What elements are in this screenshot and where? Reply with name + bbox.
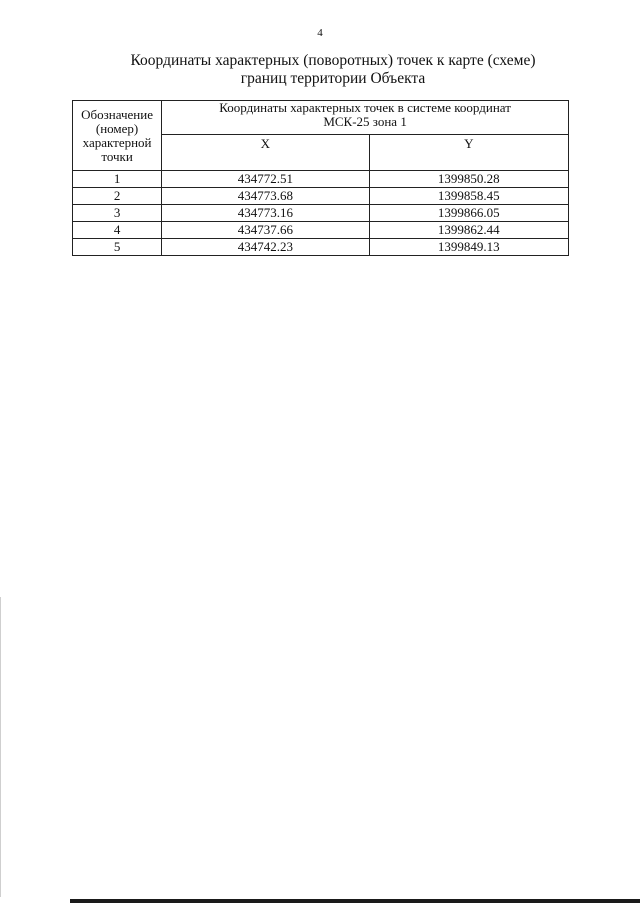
table-row <box>73 222 569 239</box>
table-row <box>73 171 569 188</box>
point-number: 1 <box>73 171 162 188</box>
header-designation <box>73 101 162 171</box>
header-y: Y <box>369 135 568 171</box>
header-designation-line: (номер) <box>95 120 139 136</box>
point-x: 434742.23 <box>162 239 369 256</box>
point-number: 2 <box>73 188 162 205</box>
table-row <box>73 205 569 222</box>
header-coordinate-system <box>162 101 569 135</box>
point-number: 3 <box>73 205 162 222</box>
document-title <box>90 52 576 88</box>
point-x: 434773.16 <box>162 205 369 222</box>
point-y: 1399849.13 <box>369 239 568 256</box>
point-x: 434773.68 <box>162 188 369 205</box>
scan-bottom-edge <box>70 899 640 903</box>
title-line-2: границ территории Объекта <box>240 70 426 87</box>
point-number: 5 <box>73 239 162 256</box>
point-x: 434772.51 <box>162 171 369 188</box>
point-y: 1399850.28 <box>369 171 568 188</box>
scan-margin-line <box>0 597 1 897</box>
point-number: 4 <box>73 222 162 239</box>
table-row <box>73 239 569 256</box>
header-designation-line: Обозначение <box>81 106 153 122</box>
header-group-line: МСК-25 зона 1 <box>323 114 407 129</box>
table-header-row <box>73 101 569 135</box>
page-number: 4 <box>317 27 323 39</box>
header-designation-line: точки <box>101 148 133 164</box>
title-line-1: Координаты характерных (поворотных) точек к карте (схеме) <box>130 52 536 69</box>
point-y: 1399862.44 <box>369 222 568 239</box>
table-row <box>73 188 569 205</box>
coordinates-table <box>72 100 569 256</box>
point-y: 1399866.05 <box>369 205 568 222</box>
header-x: X <box>162 135 369 171</box>
header-designation-line: характерной <box>82 134 152 150</box>
point-y: 1399858.45 <box>369 188 568 205</box>
point-x: 434737.66 <box>162 222 369 239</box>
header-group-line: Координаты характерных точек в системе координат <box>219 100 511 115</box>
